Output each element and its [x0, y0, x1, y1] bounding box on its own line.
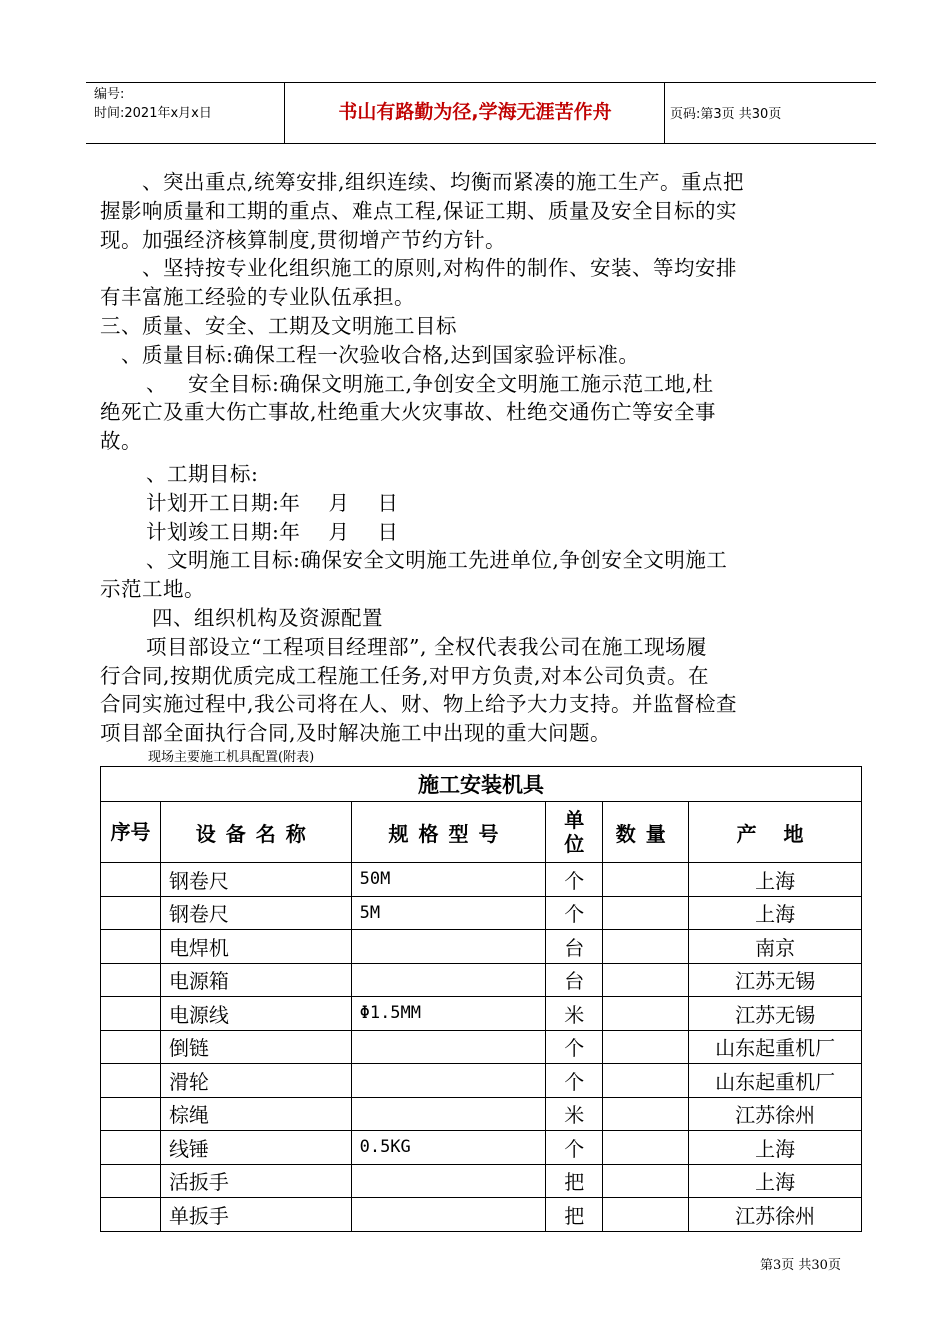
cell-unit: 个	[546, 1064, 603, 1098]
cell-no	[101, 1097, 161, 1131]
paragraph-line: 计划开工日期:年 月 日	[146, 490, 399, 515]
paragraph-line: 、 安全目标:确保文明施工,争创安全文明施工施示范工地,杜	[146, 371, 714, 396]
cell-qty	[603, 930, 689, 964]
cell-origin: 上海	[689, 863, 862, 897]
cell-spec	[351, 1198, 546, 1232]
document-body	[100, 168, 862, 748]
cell-spec: 5M	[351, 896, 546, 930]
cell-origin: 江苏无锡	[689, 963, 862, 997]
cell-spec	[351, 1064, 546, 1098]
paragraph-line: 故。	[100, 429, 142, 454]
paragraph-line: 绝死亡及重大伤亡事故,杜绝重大火灾事故、杜绝交通伤亡等安全事	[100, 400, 717, 425]
cell-name: 电源箱	[160, 963, 351, 997]
cell-qty	[603, 1131, 689, 1165]
table-row	[101, 863, 862, 897]
cell-qty	[603, 863, 689, 897]
cell-no	[101, 1164, 161, 1198]
cell-origin: 山东起重机厂	[689, 1064, 862, 1098]
cell-name: 棕绳	[160, 1097, 351, 1131]
cell-qty	[603, 1198, 689, 1232]
column-header-spec: 规格型号	[351, 802, 546, 863]
table-row	[101, 1097, 862, 1131]
cell-name: 线锤	[160, 1131, 351, 1165]
table-row	[101, 930, 862, 964]
table-row	[101, 1164, 862, 1198]
cell-spec: 0.5KG	[351, 1131, 546, 1165]
paragraph-line: 合同实施过程中,我公司将在人、财、物上给予大力支持。并监督检查	[100, 692, 738, 717]
paragraph-line: 行合同,按期优质完成工程施工任务,对甲方负责,对本公司负责。在	[100, 663, 710, 688]
cell-name: 电焊机	[160, 930, 351, 964]
cell-no	[101, 1131, 161, 1165]
cell-unit: 个	[546, 896, 603, 930]
cell-no	[101, 1198, 161, 1232]
cell-origin: 江苏无锡	[689, 997, 862, 1031]
cell-unit: 台	[546, 930, 603, 964]
cell-name: 滑轮	[160, 1064, 351, 1098]
table-row	[101, 1064, 862, 1098]
cell-qty	[603, 896, 689, 930]
cell-origin: 江苏徐州	[689, 1097, 862, 1131]
cell-origin: 上海	[689, 896, 862, 930]
table-caption: 现场主要施工机具配置(附表)	[148, 750, 315, 765]
column-header-unit: 单位	[546, 802, 603, 863]
cell-name: 电源线	[160, 997, 351, 1031]
paragraph-line: 项目部设立“工程项目经理部”, 全权代表我公司在施工现场履	[146, 634, 707, 659]
cell-unit: 台	[546, 963, 603, 997]
cell-spec	[351, 1164, 546, 1198]
table-row	[101, 1131, 862, 1165]
column-header-no: 序号	[101, 802, 161, 863]
cell-no	[101, 863, 161, 897]
cell-unit: 把	[546, 1198, 603, 1232]
cell-name: 倒链	[160, 1030, 351, 1064]
cell-spec: Φ1.5MM	[351, 997, 546, 1031]
paragraph-line: 有丰富施工经验的专业队伍承担。	[100, 285, 415, 310]
section-heading: 三、质量、安全、工期及文明施工目标	[100, 313, 457, 338]
paragraph-line: 、坚持按专业化组织施工的原则,对构件的制作、安装、等均安排	[142, 256, 738, 281]
document-number: 编号:	[94, 87, 125, 102]
cell-spec: 50M	[351, 863, 546, 897]
cell-spec	[351, 1030, 546, 1064]
paragraph-line: 计划竣工日期:年 月 日	[146, 519, 399, 544]
table-row	[101, 1198, 862, 1232]
cell-origin: 上海	[689, 1131, 862, 1165]
table-body	[101, 863, 862, 1232]
paragraph-line: 、突出重点,统筹安排,组织连续、均衡而紧凑的施工生产。重点把	[142, 170, 745, 194]
cell-name: 钢卷尺	[160, 896, 351, 930]
column-header-name: 设备名称	[160, 802, 351, 863]
header-divider	[284, 83, 285, 143]
table-row	[101, 963, 862, 997]
header-divider	[664, 83, 665, 143]
page-footer: 第3页 共30页	[760, 1258, 841, 1273]
cell-qty	[603, 997, 689, 1031]
cell-name: 钢卷尺	[160, 863, 351, 897]
paragraph-line: 现。加强经济核算制度,贯彻增产节约方针。	[100, 227, 507, 252]
table-title: 施工安装机具	[101, 767, 862, 802]
cell-no	[101, 930, 161, 964]
cell-spec	[351, 963, 546, 997]
cell-name: 单扳手	[160, 1198, 351, 1232]
cell-unit: 个	[546, 1131, 603, 1165]
cell-no	[101, 1030, 161, 1064]
header-motto: 书山有路勤为径,学海无涯苦作舟	[338, 101, 612, 123]
cell-qty	[603, 1064, 689, 1098]
cell-unit: 个	[546, 1030, 603, 1064]
table-row	[101, 1030, 862, 1064]
cell-qty	[603, 1097, 689, 1131]
cell-origin: 南京	[689, 930, 862, 964]
cell-qty	[603, 1030, 689, 1064]
cell-unit: 米	[546, 1097, 603, 1131]
paragraph-line: 、工期目标:	[146, 461, 259, 486]
cell-no	[101, 997, 161, 1031]
paragraph-line: 、文明施工目标:确保安全文明施工先进单位,争创安全文明施工	[146, 548, 728, 573]
paragraph-line: 示范工地。	[100, 577, 205, 602]
table-row	[101, 896, 862, 930]
paragraph-line: 项目部全面执行合同,及时解决施工中出现的重大问题。	[100, 721, 612, 746]
page-header	[86, 82, 876, 144]
cell-unit: 米	[546, 997, 603, 1031]
cell-spec	[351, 1097, 546, 1131]
cell-unit: 把	[546, 1164, 603, 1198]
cell-name: 活扳手	[160, 1164, 351, 1198]
paragraph-line: 握影响质量和工期的重点、难点工程,保证工期、质量及安全目标的实	[100, 198, 738, 223]
cell-origin: 上海	[689, 1164, 862, 1198]
cell-origin: 山东起重机厂	[689, 1030, 862, 1064]
cell-origin: 江苏徐州	[689, 1198, 862, 1232]
cell-spec	[351, 930, 546, 964]
cell-no	[101, 1064, 161, 1098]
column-header-qty: 数量	[603, 802, 689, 863]
equipment-table	[100, 766, 862, 1232]
table-row	[101, 997, 862, 1031]
section-heading: 四、组织机构及资源配置	[152, 605, 383, 630]
cell-unit: 个	[546, 863, 603, 897]
column-header-origin: 产 地	[689, 802, 862, 863]
paragraph-line: 、质量目标:确保工程一次验收合格,达到国家验评标准。	[121, 342, 640, 367]
header-meta	[94, 85, 284, 123]
document-time: 时间:2021年x月x日	[94, 106, 212, 121]
cell-qty	[603, 963, 689, 997]
cell-no	[101, 963, 161, 997]
header-page-number: 页码:第3页 共30页	[670, 107, 782, 122]
cell-no	[101, 896, 161, 930]
cell-qty	[603, 1164, 689, 1198]
